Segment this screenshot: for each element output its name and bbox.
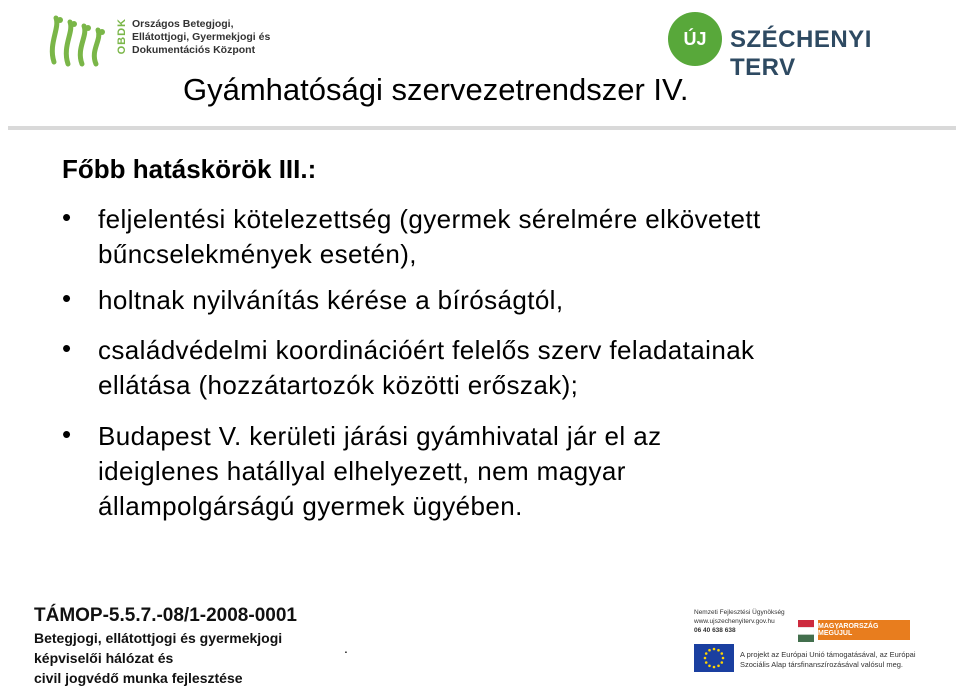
project-code: TÁMOP-5.5.7.-08/1-2008-0001: [34, 605, 297, 626]
list-item-line: ideiglenes hatállyal elhelyezett, nem magyar: [98, 456, 626, 486]
nfu-line: www.ujszechenyiterv.gov.hu: [694, 618, 775, 625]
eu-flag-icon: [694, 644, 734, 672]
list-item-line: feljelentési kötelezettség (gyermek sérelmére elkövetett: [98, 204, 761, 234]
list-item: [98, 419, 898, 524]
list-item-line: családvédelmi koordinációért felelős szerv feladatainak: [98, 335, 755, 365]
title-divider: [8, 126, 956, 130]
list-item: [98, 283, 898, 318]
obdk-name-line: Dokumentációs Központ: [132, 44, 256, 56]
nfu-info: [694, 608, 794, 635]
project-footer: [34, 604, 297, 688]
nfu-line: 06 40 638 638: [694, 627, 736, 634]
section-subheading: Főbb hatáskörök III.:: [62, 154, 317, 184]
bullet-marker: •: [62, 283, 72, 313]
nfu-line: Nemzeti Fejlesztési Ügynökség: [694, 609, 785, 616]
project-line: civil jogvédő munka fejlesztése: [34, 670, 243, 686]
szechenyi-name: SZÉCHENYI TERV: [730, 26, 872, 81]
bullet-marker: •: [62, 419, 72, 449]
list-item-line: Budapest V. kerületi járási gyámhivatal jár el az: [98, 421, 662, 451]
szechenyi-terv-logo: [668, 12, 938, 81]
magyarorszag-megujul-badge: MAGYARORSZÁG MEGÚJUL: [818, 620, 910, 640]
obdk-name-line: Országos Betegjogi,: [132, 18, 234, 30]
list-item-line: ellátása (hozzátartozók közötti erőszak);: [98, 370, 579, 400]
obdk-logo: [46, 14, 276, 74]
eu-funding-text: A projekt az Európai Unió támogatásával, az Európai Szociális Alap társfinanszírozásával valósul meg.: [740, 650, 916, 669]
list-item-line: bűncselekmények esetén),: [98, 239, 417, 269]
bullet-marker: •: [62, 333, 72, 363]
project-line: képviselői hálózat és: [34, 650, 174, 666]
footer-dot: .: [344, 640, 348, 656]
list-item: [98, 333, 898, 403]
slide-title: Gyámhatósági szervezetrendszer IV.: [183, 72, 689, 107]
obdk-vertical-label: OBDK: [116, 18, 128, 55]
list-item-line: állampolgárságú gyermek ügyében.: [98, 491, 523, 521]
funding-logos: [690, 606, 930, 678]
obdk-figures-icon: [46, 14, 118, 70]
szechenyi-badge: ÚJ: [668, 12, 722, 66]
project-line: Betegjogi, ellátottjogi és gyermekjogi: [34, 630, 283, 646]
bullet-marker: •: [62, 202, 72, 232]
hungarian-flag-icon: [798, 620, 814, 642]
list-item: [98, 202, 898, 272]
obdk-name-line: Ellátottjogi, Gyermekjogi és: [132, 31, 271, 43]
list-item-line: holtnak nyilvánítás kérése a bíróságtól,: [98, 285, 564, 315]
obdk-name: [132, 18, 270, 57]
